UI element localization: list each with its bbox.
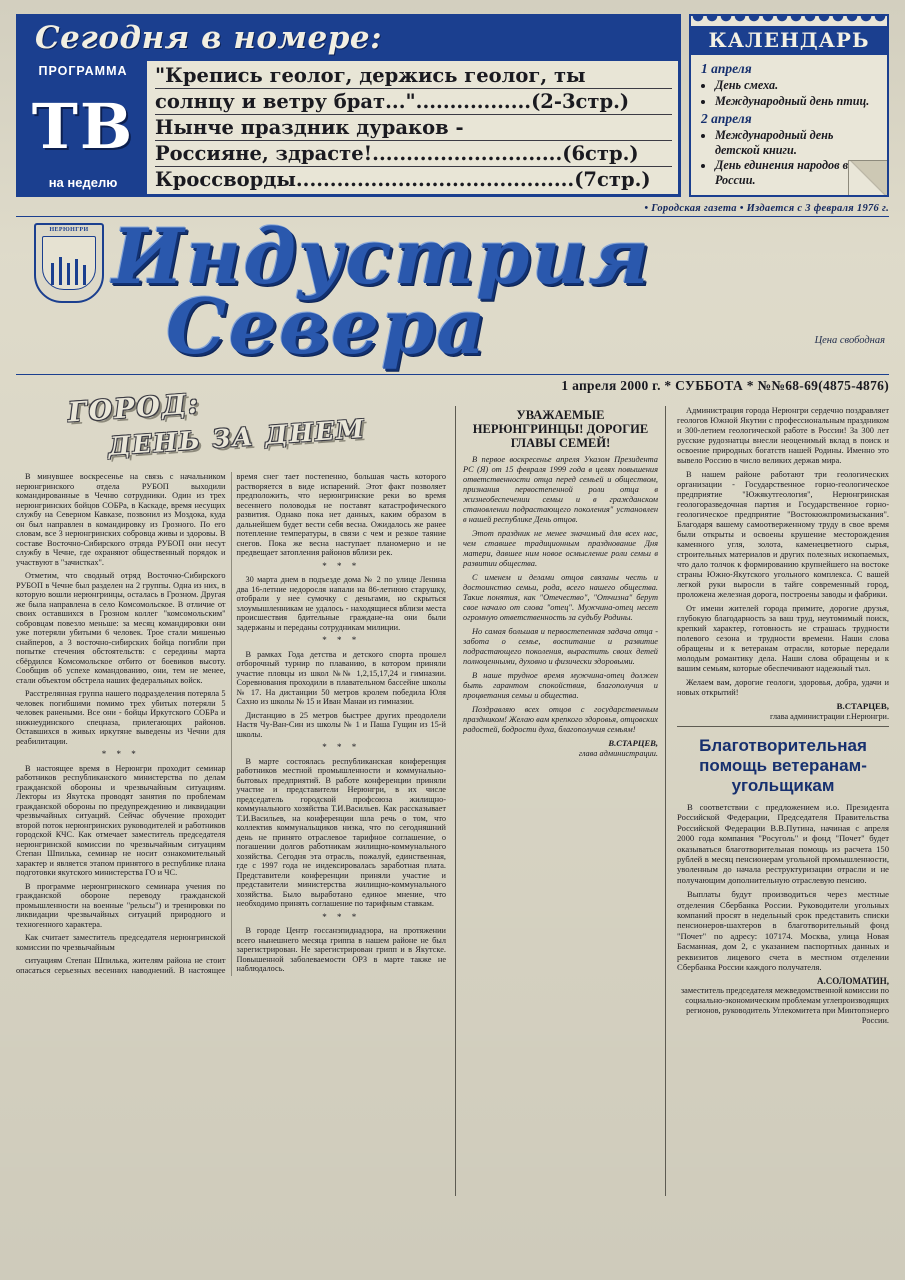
article-paragraph: В марте состоялась республиканская конференция работников местной промышленности и коммунально-бытовых предприятий. В работе конференции приняли участие и представители Нерюнгри, в их числе председатель городской профсоюза жилищно-коммунального хозяйства Т.И.Васильев. Как рассказывает Т.И.Васильев, на конференции шла речь о том, что коллектив коммунальщиков низка, что по сегодняшний день не принято отраслевое тарифное соглашение, о погашении долгов работникам жилищно-коммунального хозяйства. Сегодня эта отрасль, пожалуй, единственная, где с 1997 года не индексировалась заработная плата. Представители конференции приняли участие и представители министерства жилищно-коммунального хозяйства. Было выработано единое мнение, что необходимо принять соглашение по тарифным ставкам.	[236, 756, 446, 908]
column-geologists-greeting	[675, 406, 889, 1196]
crest-emblem	[42, 236, 96, 290]
calendar-box	[689, 14, 889, 197]
article-paragraph: Дистанцию в 25 метров быстрее других преодолели Настя Чу-Ван-Син из школы № 1 и Паша Гущин из 15-й школы.	[236, 710, 446, 739]
page-curl-decor	[848, 160, 887, 195]
column-a-body	[16, 472, 446, 976]
article-paragraph: В программе нерюнгринского семинара учения по гражданской обороне переводу гражданской промышленности на военные "рельсы") и тренировки по ликвидации чрезвычайных ситуаций природного и техногенного характера.	[16, 881, 226, 929]
article-paragraph: От имени жителей города примите, дорогие друзья, глубокую благодарность за ваш труд, неутомимый поиск, крепкий характер, готовность не страшась трудности полевого сезона и трудности времени. Наши слова обращены и к ветеранам отрасли, которые передали молодым романтику дела. Наши слова обращены и к вашим семьям, которые обеспечивают надежный тыл.	[677, 604, 889, 673]
column-b-title: УВАЖАЕМЫЕ НЕРЮНГРИНЦЫ! ДОРОГИЕ ГЛАВЫ СЕМЕЙ!	[472, 408, 649, 450]
signature-name: А.СОЛОМАТИН,	[817, 975, 889, 986]
signature-name: В.СТАРЦЕВ,	[836, 701, 889, 711]
article-paragraph: Выплаты будут производиться через местные отделения Сбербанка России. Руководители угольных компаний просят в недельный срок представить списки пенсионеров-шахтеров в благотворительный фонд "Почет" по адресу: 107174. Москва, улица Новая Басманная, дом 2, с указанием паспортных данных и реквизитов лицевого счета в местном отделении Сбербанка России каждого получателя.	[677, 889, 889, 973]
column-city-day-by-day	[16, 388, 446, 1196]
masthead-title-line2: Севера	[166, 282, 488, 371]
article-paragraph: В наше трудное время мужчина-отец должен быть гарантом спокойствия, благополучия и процветания семьи и общества.	[463, 671, 658, 700]
article-paragraph: Желаем вам, дорогие геологи, здоровья, добра, удачи и новых открытий!	[677, 678, 889, 697]
main-content	[16, 388, 889, 1196]
article-paragraph: В соответствии с предложением и.о. Президента Российской Федерации, Председателя Правительства Российской Федерации В.В.Путина, начиная с апреля 2000 года компания "Росуголь" и фонд "Почет" будет оказываться благотворительная помощь из расчета 150 рублей в месяц пенсионерам угольной промышленности, уволенным до начала реструктуризации отрасли и не получающим дополнительную отраслевую пенсию.	[677, 802, 889, 885]
headline-item: Россияне, здрасте!............................(6стр.)	[155, 141, 672, 167]
calendar-date: 1 апреля	[701, 61, 752, 76]
masthead-title-line1: Индустрия	[112, 212, 652, 301]
article-paragraph: Отметим, что сводный отряд Восточно-Сибирского РУБОП в Чечне был разделен на 2 группы. Одна из них, в которую вошли нерюнгринцы, осталась в Грозном. Другая же была направлена в село Комсомольское. В отличие от своих оставшихся в Грозном коллег "комсомольским" собровцам повезло меньше: за месяц командировки они уже потеряли убитыми 6 человек. Трое стали мишенью снайперов, а 3 восточно-сибирских бойца погибли при попытке стечения обстоятельств: с середины марта сбёрдился Комсомольское отбито от боевиков высоту. Сообщив об успехе командованию, они, тем не менее, стали объектом обстрела наших федеральных войск.	[16, 571, 226, 685]
article-paragraph: ситуациям Степан Шпилька, жителям района не стоит опасаться серьезных весенних наводнений. В настоящее время снег тает постепенно, большая часть которого растворяется в виде испарений. Этот факт позволяет предположить, что нерюнгринские реки во время весеннего половодья не поставят катастрофического развития. Однако пока нет данных, каким образом в дальнейшем будет вести себя весна. Ожидалось же ранее потепление температуры, в связи с чем и резкое таяние снегов. Пока же весна наступает планомерно и не предвещает затопления районов вблизи рек.	[16, 472, 446, 975]
column-a-title-line2: ДЕНЬ ЗА ДНЕМ	[107, 414, 367, 461]
separator-stars: * * *	[322, 911, 361, 922]
article-paragraph: Этот праздник не менее значимый для всех нас, чем ставшее традиционным празднование Дня матери, давшее ним новое осмысление роли семьи в развитии общества.	[463, 529, 658, 568]
column-fathers-day-greeting	[455, 406, 666, 1196]
headline-item: Нынче праздник дураков -	[155, 115, 672, 141]
article-paragraph: В первое воскресенье апреля Указом Президента РС (Я) от 15 февраля 1999 года в целях повышения ответственности отца перед семьей и обществом, признания первостепенной роли отца в жизнеобеспечении семьи и в гражданском становлении подрастающего поколения" установлен в нашей республике День отцов.	[463, 455, 658, 524]
article-paragraph: Поздравляю всех отцов с государственным праздником! Желаю вам крепкого здоровья, отцовских радостей, бодрости духа, благополучия семьям!	[463, 705, 658, 734]
tv-logo: ТВ	[31, 89, 135, 163]
price-label: Цена свободная	[814, 335, 885, 346]
article-paragraph: В настоящее время в Нерюнгри проходит семинар работников республиканского министерства по делам гражданской обороны и чрезвычайным ситуациям. Лекторы из Якутска проводят занятия по проблемам гражданской обороны по предупреждению и ликвидации чрезвычайных ситуаций. Сейчас обучение проходит второй поток нерюнгринских руководителей и работников городской КЧС. Как отмечает заместитель председателя нерюнгринской комиссии по чрезвычайным ситуациям Степан Шпилька, семинар не носит ознакомительный характер и является этапом принятого в республике плана подготовки якутского министерства ГО и ЧС.	[16, 763, 226, 877]
divider	[677, 726, 889, 727]
crest-city-name: НЕРЮНГРИ	[49, 227, 89, 233]
headline-item: солнцу и ветру брат...".................(2-3стр.)	[155, 89, 672, 115]
calendar-event: • День смеха.	[715, 78, 879, 93]
tv-program-block	[19, 61, 147, 194]
calendar-date: 2 апреля	[701, 111, 752, 126]
masthead	[16, 203, 889, 399]
article-paragraph: Администрация города Нерюнгри сердечно поздравляет геологов Южной Якутии с профессиональным праздником и 300-летием геологической работе в России! За 300 лет русские рудознатцы внесли неоценимый вклад в поиск и освоение природных богатств нашей Родины. Именно это вывело Россию в число великих держав мира.	[677, 406, 889, 465]
article-paragraph: В минувшее воскресенье на связь с начальником нерюнгринского отдела РУБОП выходили командированные в Чечню сотрудники. Один из трех нерюнгринских бойцов СОБРа, в Каскаде, время несущих службу на Северном Кавказе, позвонил из Моздока, куда он был направлен в командировку из Грозного. По его словам, все 3 нерюнгринских собровца живы и здоровы. В составе Восточно-Сибирского отряда РУБОП они несут службу в Чечне, где охраняют общественный порядок и участвуют в "зачистках".	[16, 472, 226, 567]
article-paragraph: Расстрелянная группа нашего подразделения потеряла 5 человек погибшими помимо трех убитых потеряли 5 человек ранеными. Все они - бойцы Иркутского СОБРа и нижнеудинского спецназа, прилегающих районов. Оставшихся в живых иркутяне выведены из Чечни для реабилитации.	[16, 689, 226, 746]
article-paragraph: В городе Центр госсанэпиднадзора, на протяжении всего нынешнего месяца гриппа в нашем районе не был зарегистрирован. Не зарегистрирован грипп и в Якутске. Повышенной заболеваемости ОРЗ в марте также не наблюдалось.	[236, 926, 446, 973]
tv-program-label: ПРОГРАММА	[38, 64, 128, 78]
signature-name: В.СТАРЦЕВ,	[608, 738, 658, 748]
signature-role: глава администрации г.Нерюнгри.	[770, 711, 889, 721]
separator-stars: * * *	[322, 742, 361, 752]
charity-article-title: Благотворительная помощь ветеранам-угольщикам	[699, 736, 867, 795]
calendar-event: • Международный день детской книги.	[715, 128, 879, 157]
separator-stars: * * *	[322, 560, 361, 571]
issue-line: 1 апреля 2000 г. * СУББОТА * №№68-69(4875-4876)	[16, 374, 889, 394]
headline-list	[147, 61, 678, 194]
tv-week-label: на неделю	[48, 175, 118, 190]
today-in-issue-box	[16, 14, 681, 197]
calendar-scallop-decor	[691, 16, 887, 26]
today-in-issue-title: Сегодня в номере:	[19, 17, 678, 61]
charity-article-body	[677, 802, 889, 1026]
calendar-title: КАЛЕНДАРЬ	[691, 26, 887, 55]
signature-role: глава администрации.	[578, 748, 658, 758]
city-crest-icon	[34, 223, 104, 303]
calendar-event: • Международный день птиц.	[715, 94, 879, 109]
top-section	[16, 14, 889, 197]
column-a-title	[16, 388, 446, 466]
article-paragraph: В нашем районе работают три геологических организации - Государственное горно-геологическое предприятие "Южякутгеология", Нерюнгринская геологоразведочная партия и Государственное горно-геологическое предприятие "Востокюжпромизыскания". Благодаря вашему самоотверженному труду в свое время были открыты и освоены крушение месторождения каменного угля, золота, каменецветного сырья, строительных материалов и других полезных ископаемых, что дало толчок к формированию крупнейшего на востоке страны Южно-Якутского угольного комплекса. С вашей легкой руки выросли в тайге современный город, проложена железная дорога, построены заводы и фабрики.	[677, 470, 889, 599]
article-paragraph: Но самая большая и первостепенная задача отца - забота о семье, воспитание и развитие подрастающего поколения, вырастить своих детей полноценными, духовно и физически здоровыми.	[463, 627, 658, 666]
column-a-title-line1: ГОРОД:	[67, 388, 201, 429]
signature-role: заместитель председателя межведомственной комиссии по социально-экономическим проблемам углепроизводящих регионов, руководитель Углекомитета при Минтопэнерго России.	[680, 986, 889, 1025]
article-paragraph: С именем и делами отцов связаны честь и достоинство семьи, рода, всего нашего общества. Такие понятия, как "Отечество", "Отчизна" берут свое начало от слова "отец". Мужчина-отец несет огромную ответственность за судьбу Родины.	[463, 573, 658, 622]
separator-stars: * * *	[101, 749, 140, 759]
article-paragraph: 30 марта днем в подъезде дома № 2 по улице Ленина два 16-летние недоросля напали на 86-летнюю старушку, отобрали у нее сумочку с деньгами, но скрыться злоумышленникам не удалось - находящиеся вблизи места происшествия бдительные граждане-на они были задержаны и переданы сотрудникам милиции.	[236, 575, 446, 632]
headline-item: "Крепись геолог, держись геолог, ты	[155, 63, 672, 89]
headline-item: Кроссворды.........................................(7стр.)	[155, 168, 651, 191]
separator-stars: * * *	[322, 635, 361, 645]
masthead-info-line: • Городская газета • Издается с 3 февраля 1976 г.	[16, 203, 889, 217]
article-paragraph: В рамках Года детства и детского спорта прошел отборочный турнир по плаванию, в котором приняли участие пловцы из школ №№ 1,2,15,17,24 и гимназии. Соревнования проходили в плавательном бассейне школы № 17. На дистанции 50 метров кролем победила Юля Сахно из школы № 15 и Иван Манаи из гимназии.	[236, 649, 446, 706]
article-paragraph: Как считает заместитель председателя нерюнгринской комиссии по чрезвычайным	[16, 933, 226, 952]
calendar-event: • День единения народов в России.	[715, 158, 879, 187]
